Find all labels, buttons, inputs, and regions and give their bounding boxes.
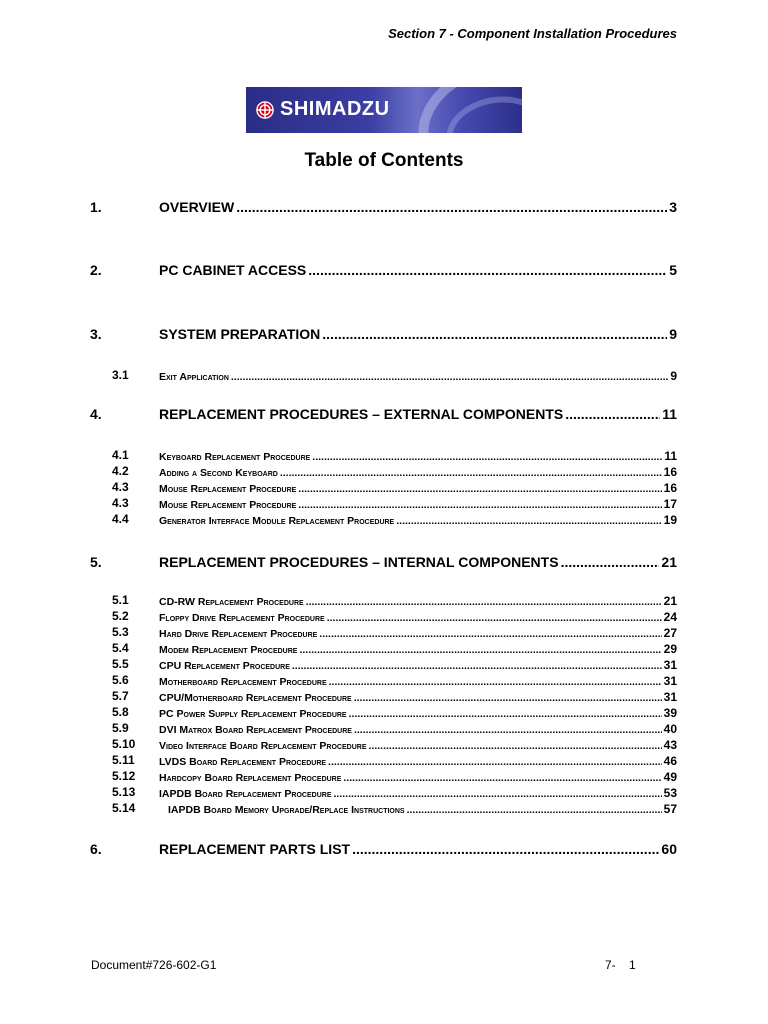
toc-entry-page: 11 [662, 406, 677, 422]
toc-entry-page: 46 [663, 754, 677, 768]
toc-entry-number: 2. [90, 262, 102, 278]
toc-entry-page: 24 [663, 610, 677, 624]
toc-entry-title: Hard Drive Replacement Procedure [159, 628, 318, 640]
toc-entry-number: 5.8 [112, 705, 129, 719]
toc-entry-page: 31 [663, 658, 677, 672]
toc-entry-number: 3. [90, 326, 102, 342]
shimadzu-mark-icon [256, 101, 274, 119]
toc-entry[interactable] [0, 199, 768, 217]
toc-entry-title: Keyboard Replacement Procedure [159, 451, 311, 463]
toc-entry-title: IAPDB Board Replacement Procedure [159, 788, 332, 800]
toc-entry-page: 40 [663, 722, 677, 736]
toc-entry[interactable] [0, 406, 768, 424]
toc-entry[interactable] [0, 554, 768, 572]
toc-entry-number: 5. [90, 554, 102, 570]
toc-entry-number: 5.4 [112, 641, 129, 655]
toc-entry-page: 49 [663, 770, 677, 784]
toc-entry-title: DVI Matrox Board Replacement Procedure [159, 724, 352, 736]
toc-entry-title: Video Interface Board Replacement Procedure [159, 740, 367, 752]
toc-entry[interactable] [0, 369, 768, 387]
toc-entry-number: 5.13 [112, 785, 136, 799]
toc-entry-number: 5.14 [112, 801, 136, 815]
toc-entry-page: 27 [663, 626, 677, 640]
toc-entry-title: Modem Replacement Procedure [159, 644, 298, 656]
toc-entry-number: 5.9 [112, 721, 129, 735]
toc-entry-number: 5.5 [112, 657, 129, 671]
toc-entry-number: 6. [90, 841, 102, 857]
toc-entry-number: 4.3 [112, 496, 129, 510]
toc-entry-title: PC Power Supply Replacement Procedure [159, 708, 347, 720]
toc-entry-title: Mouse Replacement Procedure [159, 483, 297, 495]
toc-entry-number: 5.1 [112, 593, 129, 607]
header-section-title: Section 7 - Component Installation Procedures [388, 26, 677, 41]
toc-entry-page: 17 [663, 497, 677, 511]
toc-entry[interactable] [0, 513, 768, 531]
toc-entry-title: Motherboard Replacement Procedure [159, 676, 327, 688]
toc-entry-title: Floppy Drive Replacement Procedure [159, 612, 325, 624]
toc-entry-number: 5.10 [112, 737, 136, 751]
toc-entry-number: 5.2 [112, 609, 129, 623]
toc-entry-page: 57 [663, 802, 677, 816]
toc-entry-title: CD-RW Replacement Procedure [159, 596, 304, 608]
toc-entry-page: 9 [670, 369, 677, 383]
toc-entry-page: 21 [661, 554, 677, 570]
toc-entry-title: Generator Interface Module Replacement Procedure [159, 515, 395, 527]
toc-entry[interactable] [0, 326, 768, 344]
footer-document-number: Document#726-602-G1 [91, 958, 217, 972]
toc-entry-title: PC CABINET ACCESS [159, 262, 307, 278]
toc-entry-title: LVDS Board Replacement Procedure [159, 756, 327, 768]
shimadzu-logo [246, 87, 522, 133]
toc-entry-number: 5.11 [112, 753, 135, 767]
toc-entry[interactable] [0, 841, 768, 859]
toc-entry-number: 5.3 [112, 625, 129, 639]
toc-entry-title: REPLACEMENT PROCEDURES – INTERNAL COMPONENTS [159, 554, 559, 570]
toc-entry-page: 3 [669, 199, 677, 215]
toc-entry-number: 1. [90, 199, 102, 215]
toc-entry-page: 31 [663, 674, 677, 688]
toc-entry-number: 3.1 [112, 368, 129, 382]
toc-entry-title: Adding a Second Keyboard [159, 467, 278, 479]
toc-entry-page: 16 [663, 465, 677, 479]
toc-entry-number: 4.4 [112, 512, 129, 526]
toc-entry-page: 43 [663, 738, 677, 752]
toc-entry-page: 16 [663, 481, 677, 495]
logo-brand-text: SHIMADZU [280, 98, 390, 120]
toc-entry-page: 31 [663, 690, 677, 704]
toc-entry-title: Exit Application [159, 371, 229, 383]
toc-entry-title: OVERVIEW [159, 199, 235, 215]
toc-entry-title: Mouse Replacement Procedure [159, 499, 297, 511]
toc-entry-title: Hardcopy Board Replacement Procedure [159, 772, 342, 784]
toc-entry-title: CPU Replacement Procedure [159, 660, 290, 672]
toc-entry-title: REPLACEMENT PROCEDURES – EXTERNAL COMPONENTS [159, 406, 564, 422]
toc-entry-number: 4.2 [112, 464, 129, 478]
toc-entry-page: 5 [669, 262, 677, 278]
toc-entry-number: 4.3 [112, 480, 129, 494]
toc-entry-title: IAPDB Board Memory Upgrade/Replace Instructions [168, 804, 405, 816]
footer-page-number: 7- 1 [605, 958, 636, 972]
toc-entry-page: 53 [663, 786, 677, 800]
toc-entry[interactable] [0, 802, 768, 820]
toc-entry-page: 21 [663, 594, 677, 608]
toc-entry-number: 5.7 [112, 689, 129, 703]
toc-entry[interactable] [0, 262, 768, 280]
toc-entry-number: 5.12 [112, 769, 136, 783]
toc-entry-page: 11 [664, 449, 677, 463]
toc-title: Table of Contents [304, 150, 464, 171]
toc-entry-number: 4.1 [112, 448, 129, 462]
toc-entry-title: CPU/Motherboard Replacement Procedure [159, 692, 352, 704]
toc-entry-page: 39 [663, 706, 677, 720]
toc-entry-page: 60 [661, 841, 677, 857]
toc-entry-title: SYSTEM PREPARATION [159, 326, 321, 342]
toc-entry-page: 29 [663, 642, 677, 656]
toc-entry-page: 19 [663, 513, 677, 527]
toc-entry-number: 4. [90, 406, 102, 422]
toc-entry-page: 9 [669, 326, 677, 342]
toc-entry-number: 5.6 [112, 673, 129, 687]
toc-entry-title: REPLACEMENT PARTS LIST [159, 841, 351, 857]
